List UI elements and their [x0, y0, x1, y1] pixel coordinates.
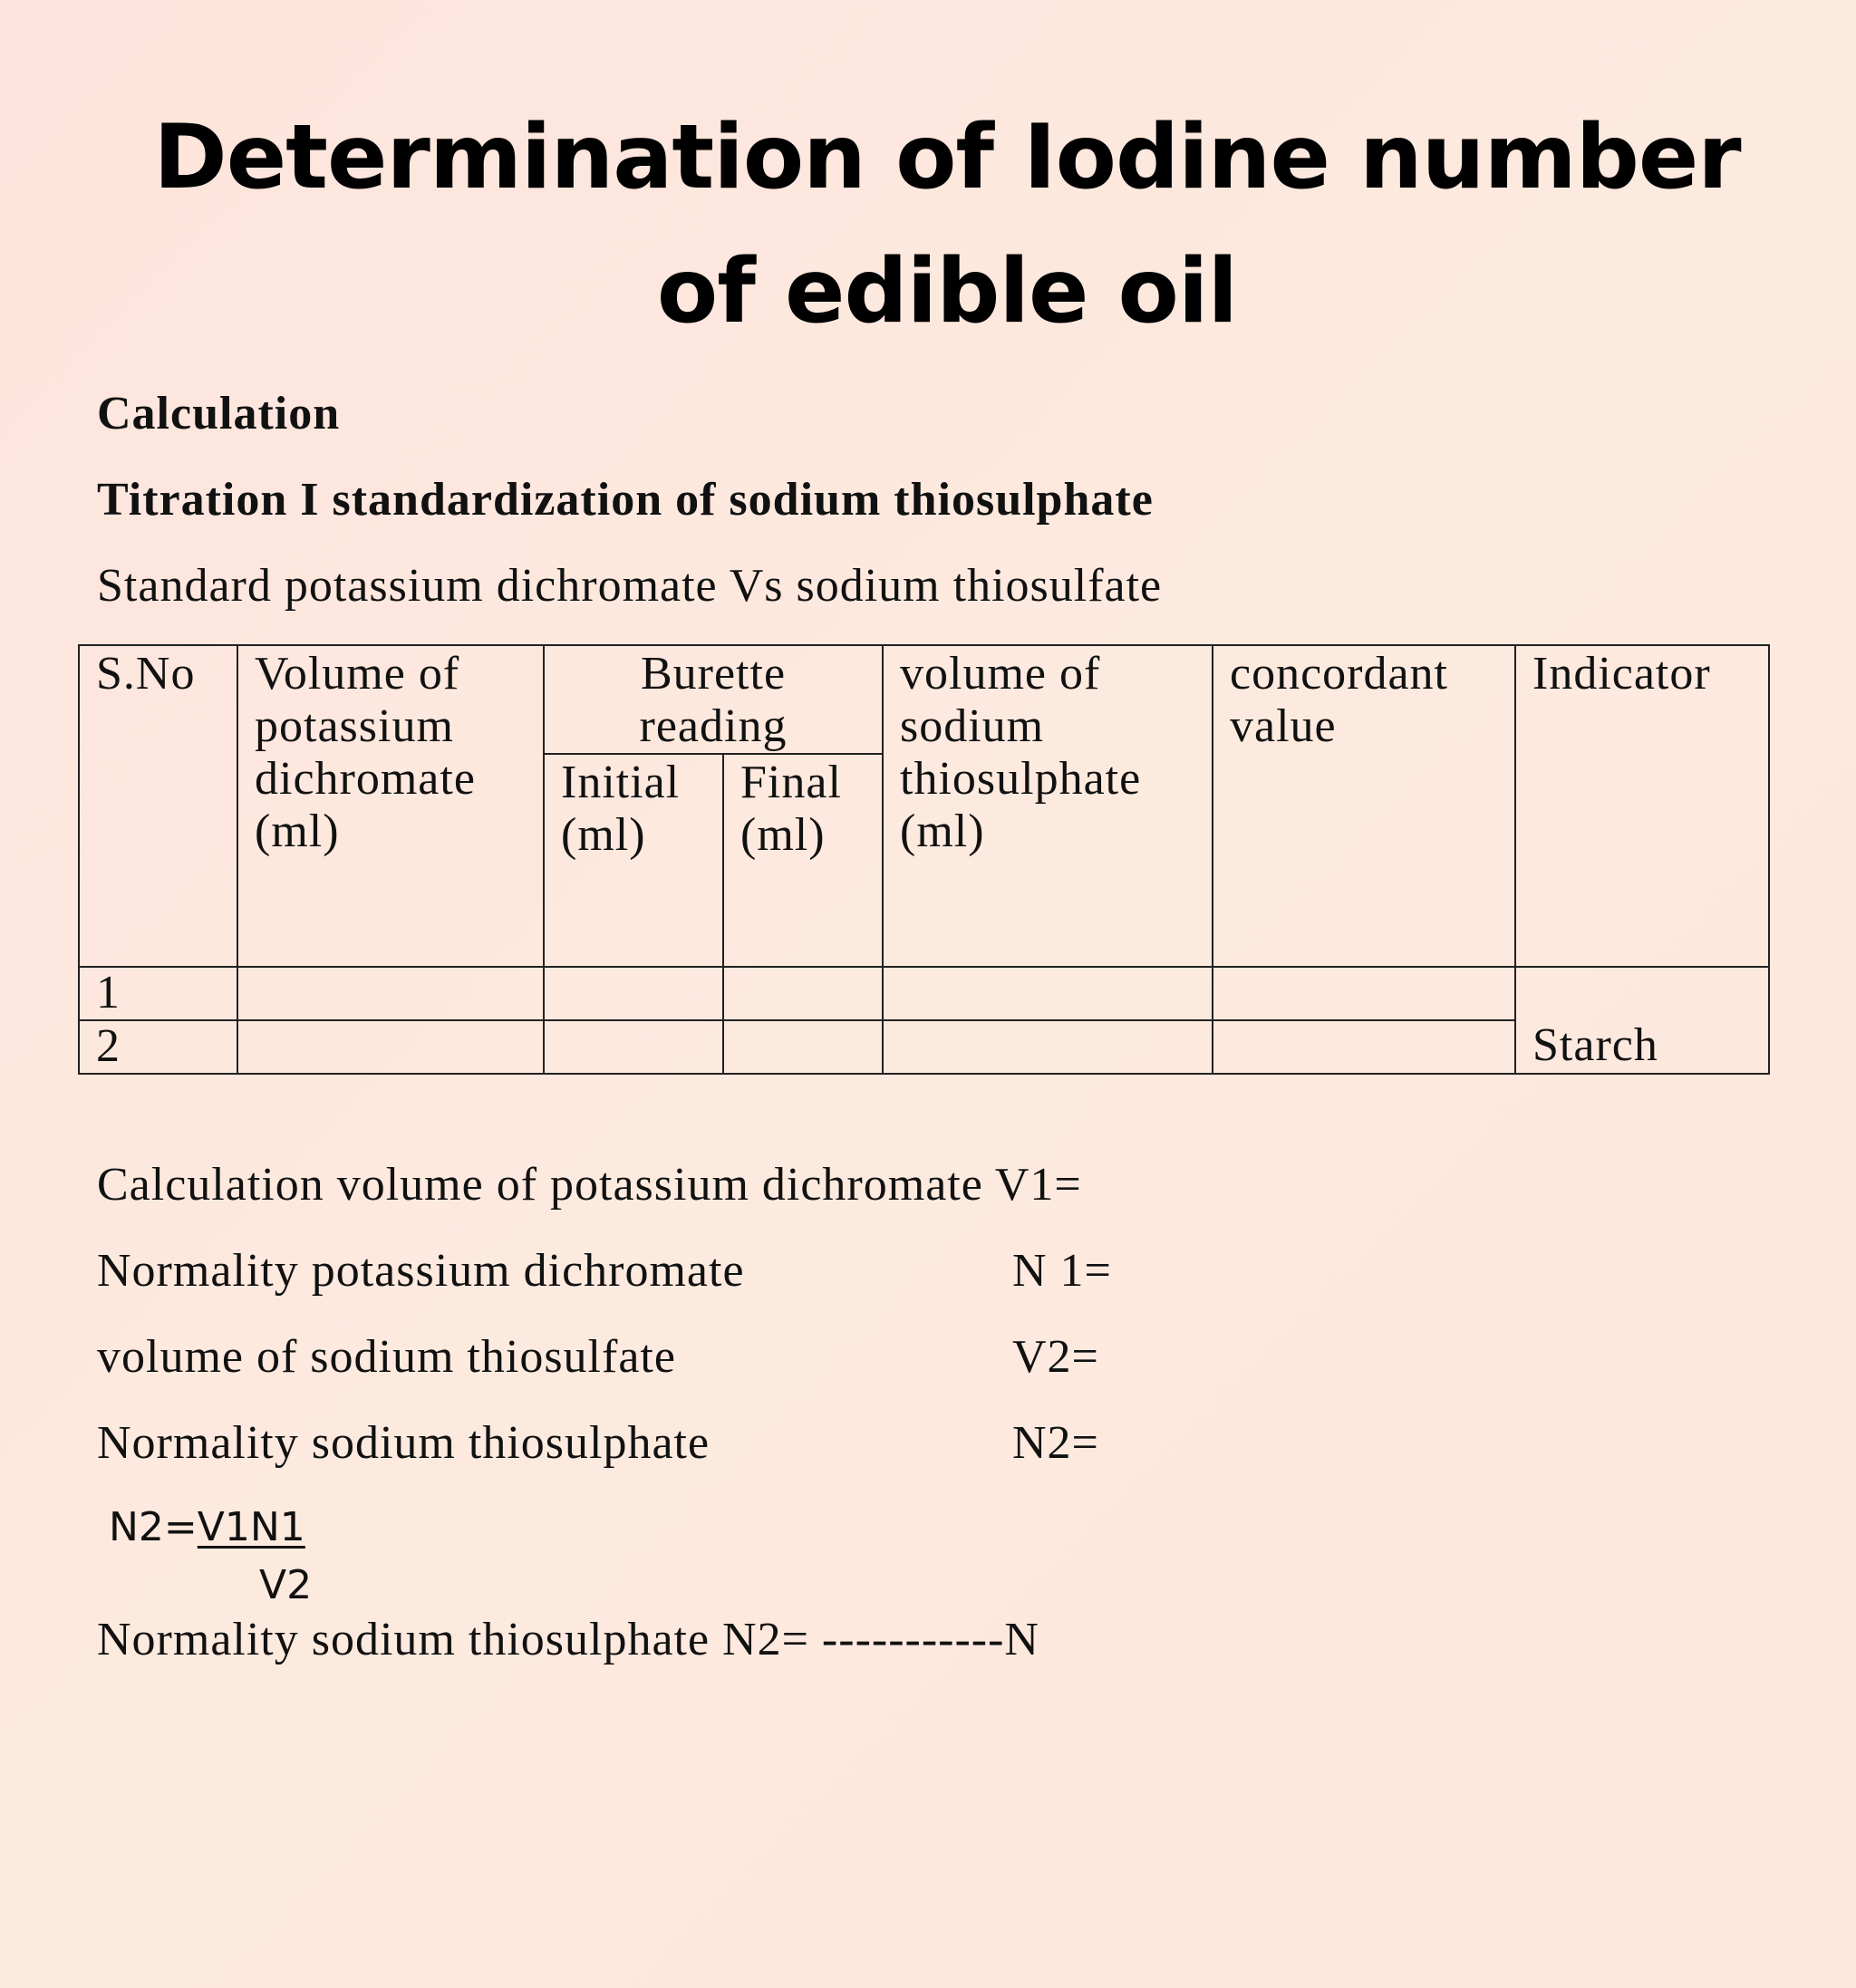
calc-line-v2-value: V2=	[1012, 1331, 1099, 1383]
cell-initial	[544, 1020, 723, 1074]
header-volume-thiosulphate: volume of sodium thiosulphate (ml)	[883, 645, 1213, 967]
calc-line-n1-label: Normality potassium dichromate	[97, 1245, 745, 1297]
cell-concordant	[1213, 967, 1515, 1020]
cell-volume-thiosulphate	[883, 967, 1213, 1020]
header-indicator: Indicator	[1515, 645, 1769, 967]
cell-sno: 2	[79, 1020, 237, 1074]
page-title: Determination of Iodine number of edible oil	[153, 106, 1741, 343]
formula-numerator: V1N1	[197, 1504, 305, 1550]
header-concordant-value: concordant value	[1213, 645, 1515, 967]
formula	[109, 1504, 305, 1551]
formula-denominator: V2	[259, 1562, 313, 1608]
calc-line-v2-label: volume of sodium thiosulfate	[97, 1331, 676, 1383]
cell-volume-dichromate	[237, 1020, 544, 1074]
calculation-heading: Calculation	[97, 388, 341, 439]
calc-line-n2-label: Normality sodium thiosulphate	[97, 1417, 710, 1469]
observation-table	[78, 644, 1770, 1075]
cell-final	[723, 967, 883, 1020]
formula-lhs: N2=	[109, 1504, 198, 1550]
cell-sno: 1	[79, 967, 237, 1020]
calc-line-v1: Calculation volume of potassium dichromate V1=	[97, 1159, 1082, 1211]
header-volume-dichromate: Volume of potassium dichromate (ml)	[237, 645, 544, 967]
header-initial: Initial (ml)	[544, 754, 723, 967]
titration-subtitle: Standard potassium dichromate Vs sodium thiosulfate	[97, 560, 1163, 612]
calc-line-n1-value: N 1=	[1012, 1245, 1112, 1297]
cell-indicator: Starch	[1515, 967, 1769, 1074]
cell-final	[723, 1020, 883, 1074]
cell-volume-thiosulphate	[883, 1020, 1213, 1074]
table-row	[79, 967, 1769, 1020]
titration-heading: Titration I standardization of sodium thiosulphate	[97, 474, 1154, 526]
cell-volume-dichromate	[237, 967, 544, 1020]
header-burette-reading: Burette reading	[544, 645, 883, 754]
calc-line-n2-value: N2=	[1012, 1417, 1099, 1469]
calc-result: Normality sodium thiosulphate N2= -----------N	[97, 1614, 1039, 1665]
header-final: Final (ml)	[723, 754, 883, 967]
header-sno: S.No	[79, 645, 237, 967]
table-header-row	[79, 645, 1769, 754]
cell-initial	[544, 967, 723, 1020]
cell-concordant	[1213, 1020, 1515, 1074]
